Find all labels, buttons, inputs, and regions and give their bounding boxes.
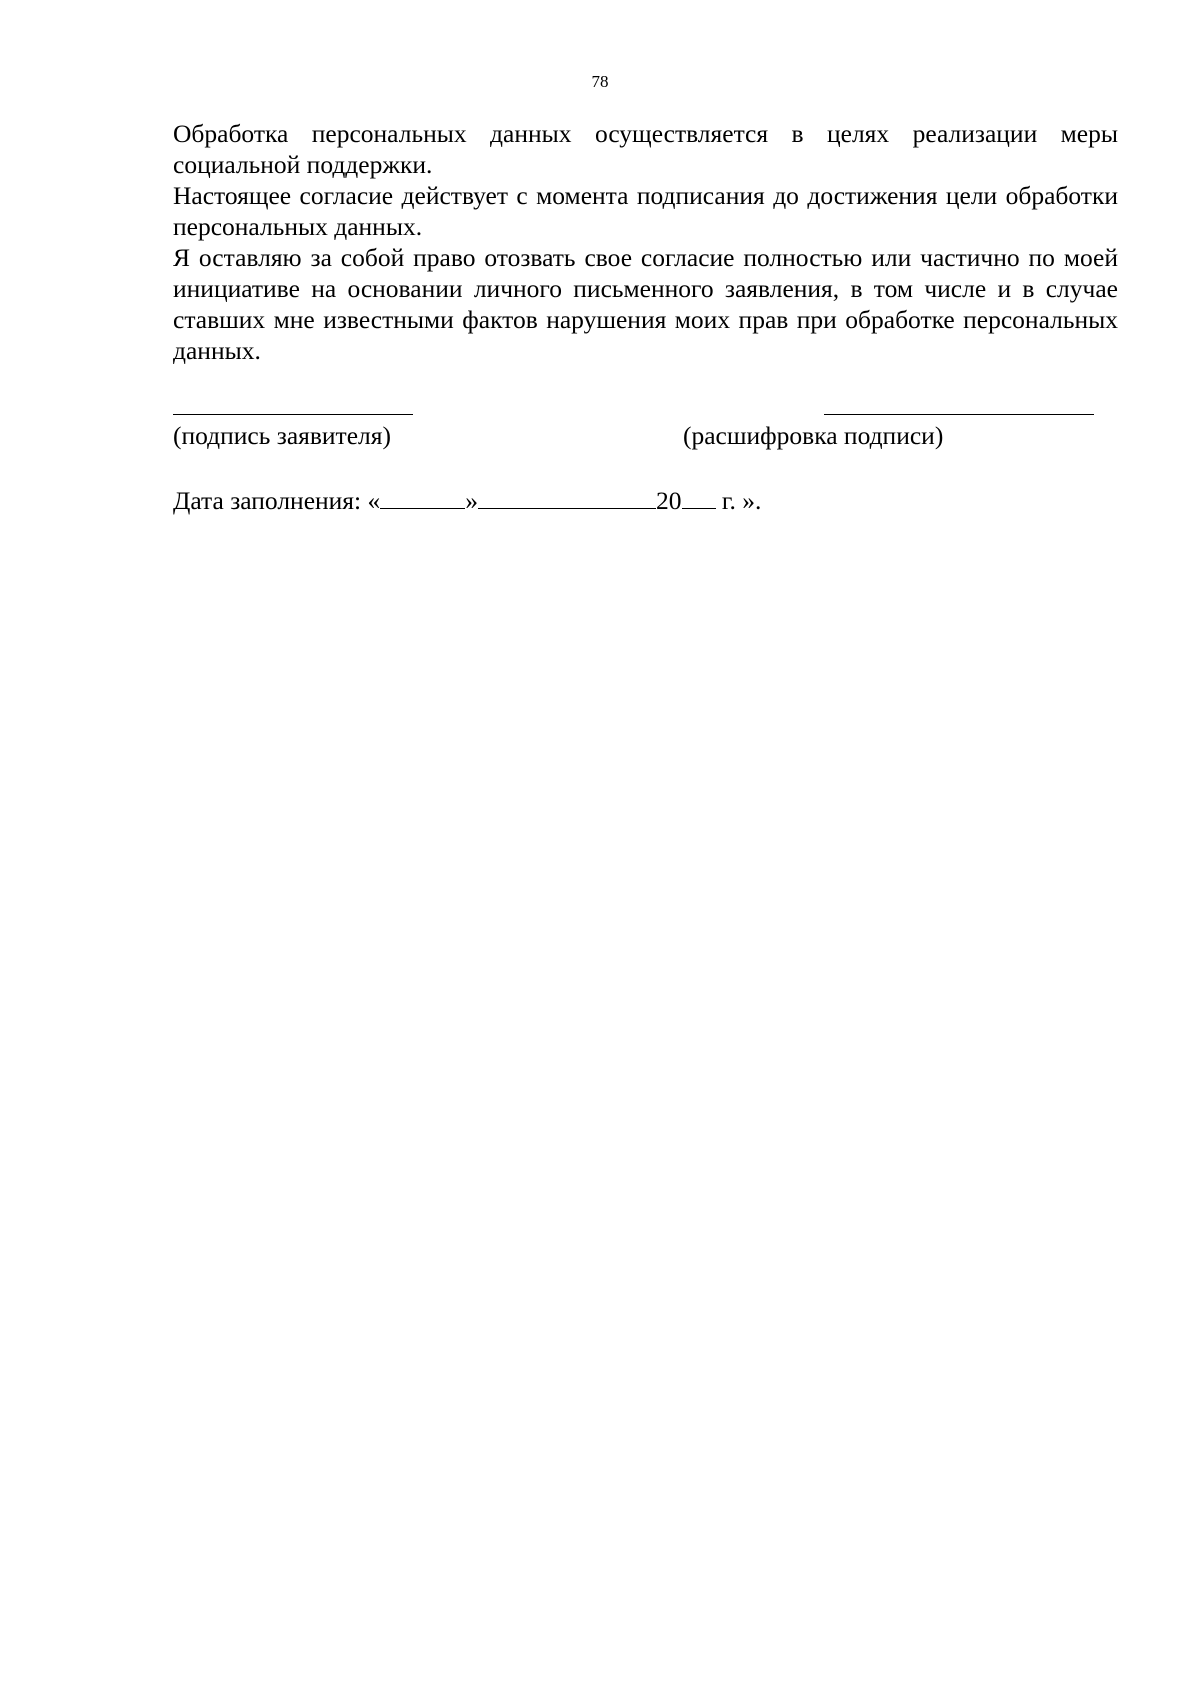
- signature-transcript-caption: (расшифровка подписи): [683, 421, 944, 450]
- consent-text: [173, 118, 1118, 366]
- paragraph-validity: Настоящее согласие действует с момента подписания до достижения цели обработки персональных данных.: [173, 181, 1118, 241]
- year-century: 20: [656, 486, 682, 515]
- signature-transcript-line: [824, 414, 1094, 415]
- close-quote: »: [465, 486, 478, 515]
- page-number: 78: [591, 72, 609, 91]
- paragraph-revocation: Я оставляю за собой право отозвать свое согласие полностью или частично по моей инициативе на основании личного письменного заявления, в том числе и в случае ставших мне известными фактов нарушения моих прав при обработке персональных данных.: [173, 243, 1118, 365]
- day-blank: [380, 486, 465, 509]
- fill-date-field: [173, 485, 761, 516]
- open-quote: «: [367, 486, 381, 515]
- paragraph-purpose: Обработка персональных данных осуществляется в целях реализации меры социальной поддержки.: [173, 119, 1118, 179]
- year-blank: [682, 486, 716, 509]
- fill-date-label: Дата заполнения:: [173, 486, 362, 515]
- year-suffix: г. ».: [721, 486, 762, 515]
- month-blank: [478, 486, 656, 509]
- applicant-signature-caption: (подпись заявителя): [173, 421, 391, 450]
- applicant-signature-line: [173, 414, 413, 415]
